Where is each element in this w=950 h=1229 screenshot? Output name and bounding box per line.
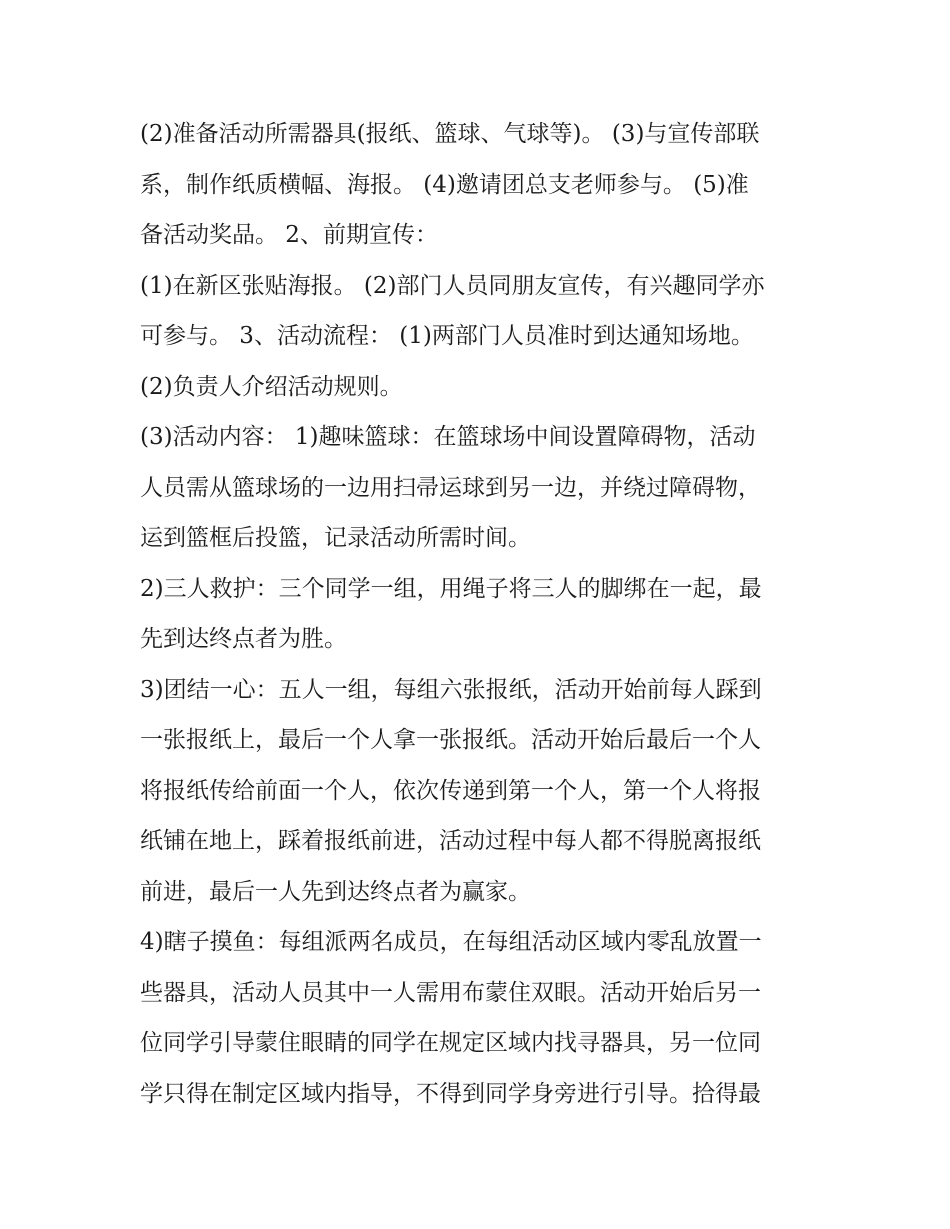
text-line: 2)三人救护：三个同学一组，用绳子将三人的脚绑在一起，最 xyxy=(140,575,762,602)
text-line: 些器具，活动人员其中一人需用布蒙住双眼。活动开始后另一 xyxy=(140,979,761,1006)
text-line: 先到达终点者为胜。 xyxy=(140,626,347,652)
text-line: (3)活动内容： 1)趣味篮球：在篮球场中间设置障碍物，活动 xyxy=(140,424,756,450)
text-line: 纸铺在地上，踩着报纸前进，活动过程中每人都不得脱离报纸 xyxy=(140,828,761,854)
text-line: 系，制作纸质横幅、海报。 (4)邀请团总支老师参与。 (5)准 xyxy=(140,171,749,198)
text-line: 运到篮框后投篮，记录活动所需时间。 xyxy=(140,525,531,551)
text-line: 学只得在制定区域内指导，不得到同学身旁进行引导。拾得最 xyxy=(140,1080,761,1107)
text-line: 位同学引导蒙住眼睛的同学在规定区域内找寻器具，另一位同 xyxy=(140,1030,761,1056)
text-line: 将报纸传给前面一个人，依次传递到第一个人，第一个人将报 xyxy=(140,777,761,804)
text-line: 3)团结一心：五人一组，每组六张报纸，活动开始前每人踩到 xyxy=(140,676,762,703)
text-line: 可参与。 3、活动流程： (1)两部门人员准时到达通知场地。 xyxy=(140,323,754,349)
text-line: (1)在新区张贴海报。 (2)部门人员同朋友宣传，有兴趣同学亦 xyxy=(140,272,765,299)
text-line: 人员需从篮球场的一边用扫帚运球到另一边，并绕过障碍物， xyxy=(140,474,761,501)
text-line: (2)准备活动所需器具(报纸、篮球、气球等)。 (3)与宣传部联 xyxy=(140,121,760,147)
text-line: 4)瞎子摸鱼：每组派两名成员，在每组活动区域内零乱放置一 xyxy=(140,929,762,955)
text-line: 一张报纸上，最后一个人拿一张报纸。活动开始后最后一个人 xyxy=(140,727,761,753)
document-body xyxy=(140,109,820,1119)
text-line: 备活动奖品。 2、前期宣传： xyxy=(140,222,438,248)
text-line: 前进，最后一人先到达终点者为赢家。 xyxy=(140,878,531,905)
text-line: (2)负责人介绍活动规则。 xyxy=(140,373,403,400)
